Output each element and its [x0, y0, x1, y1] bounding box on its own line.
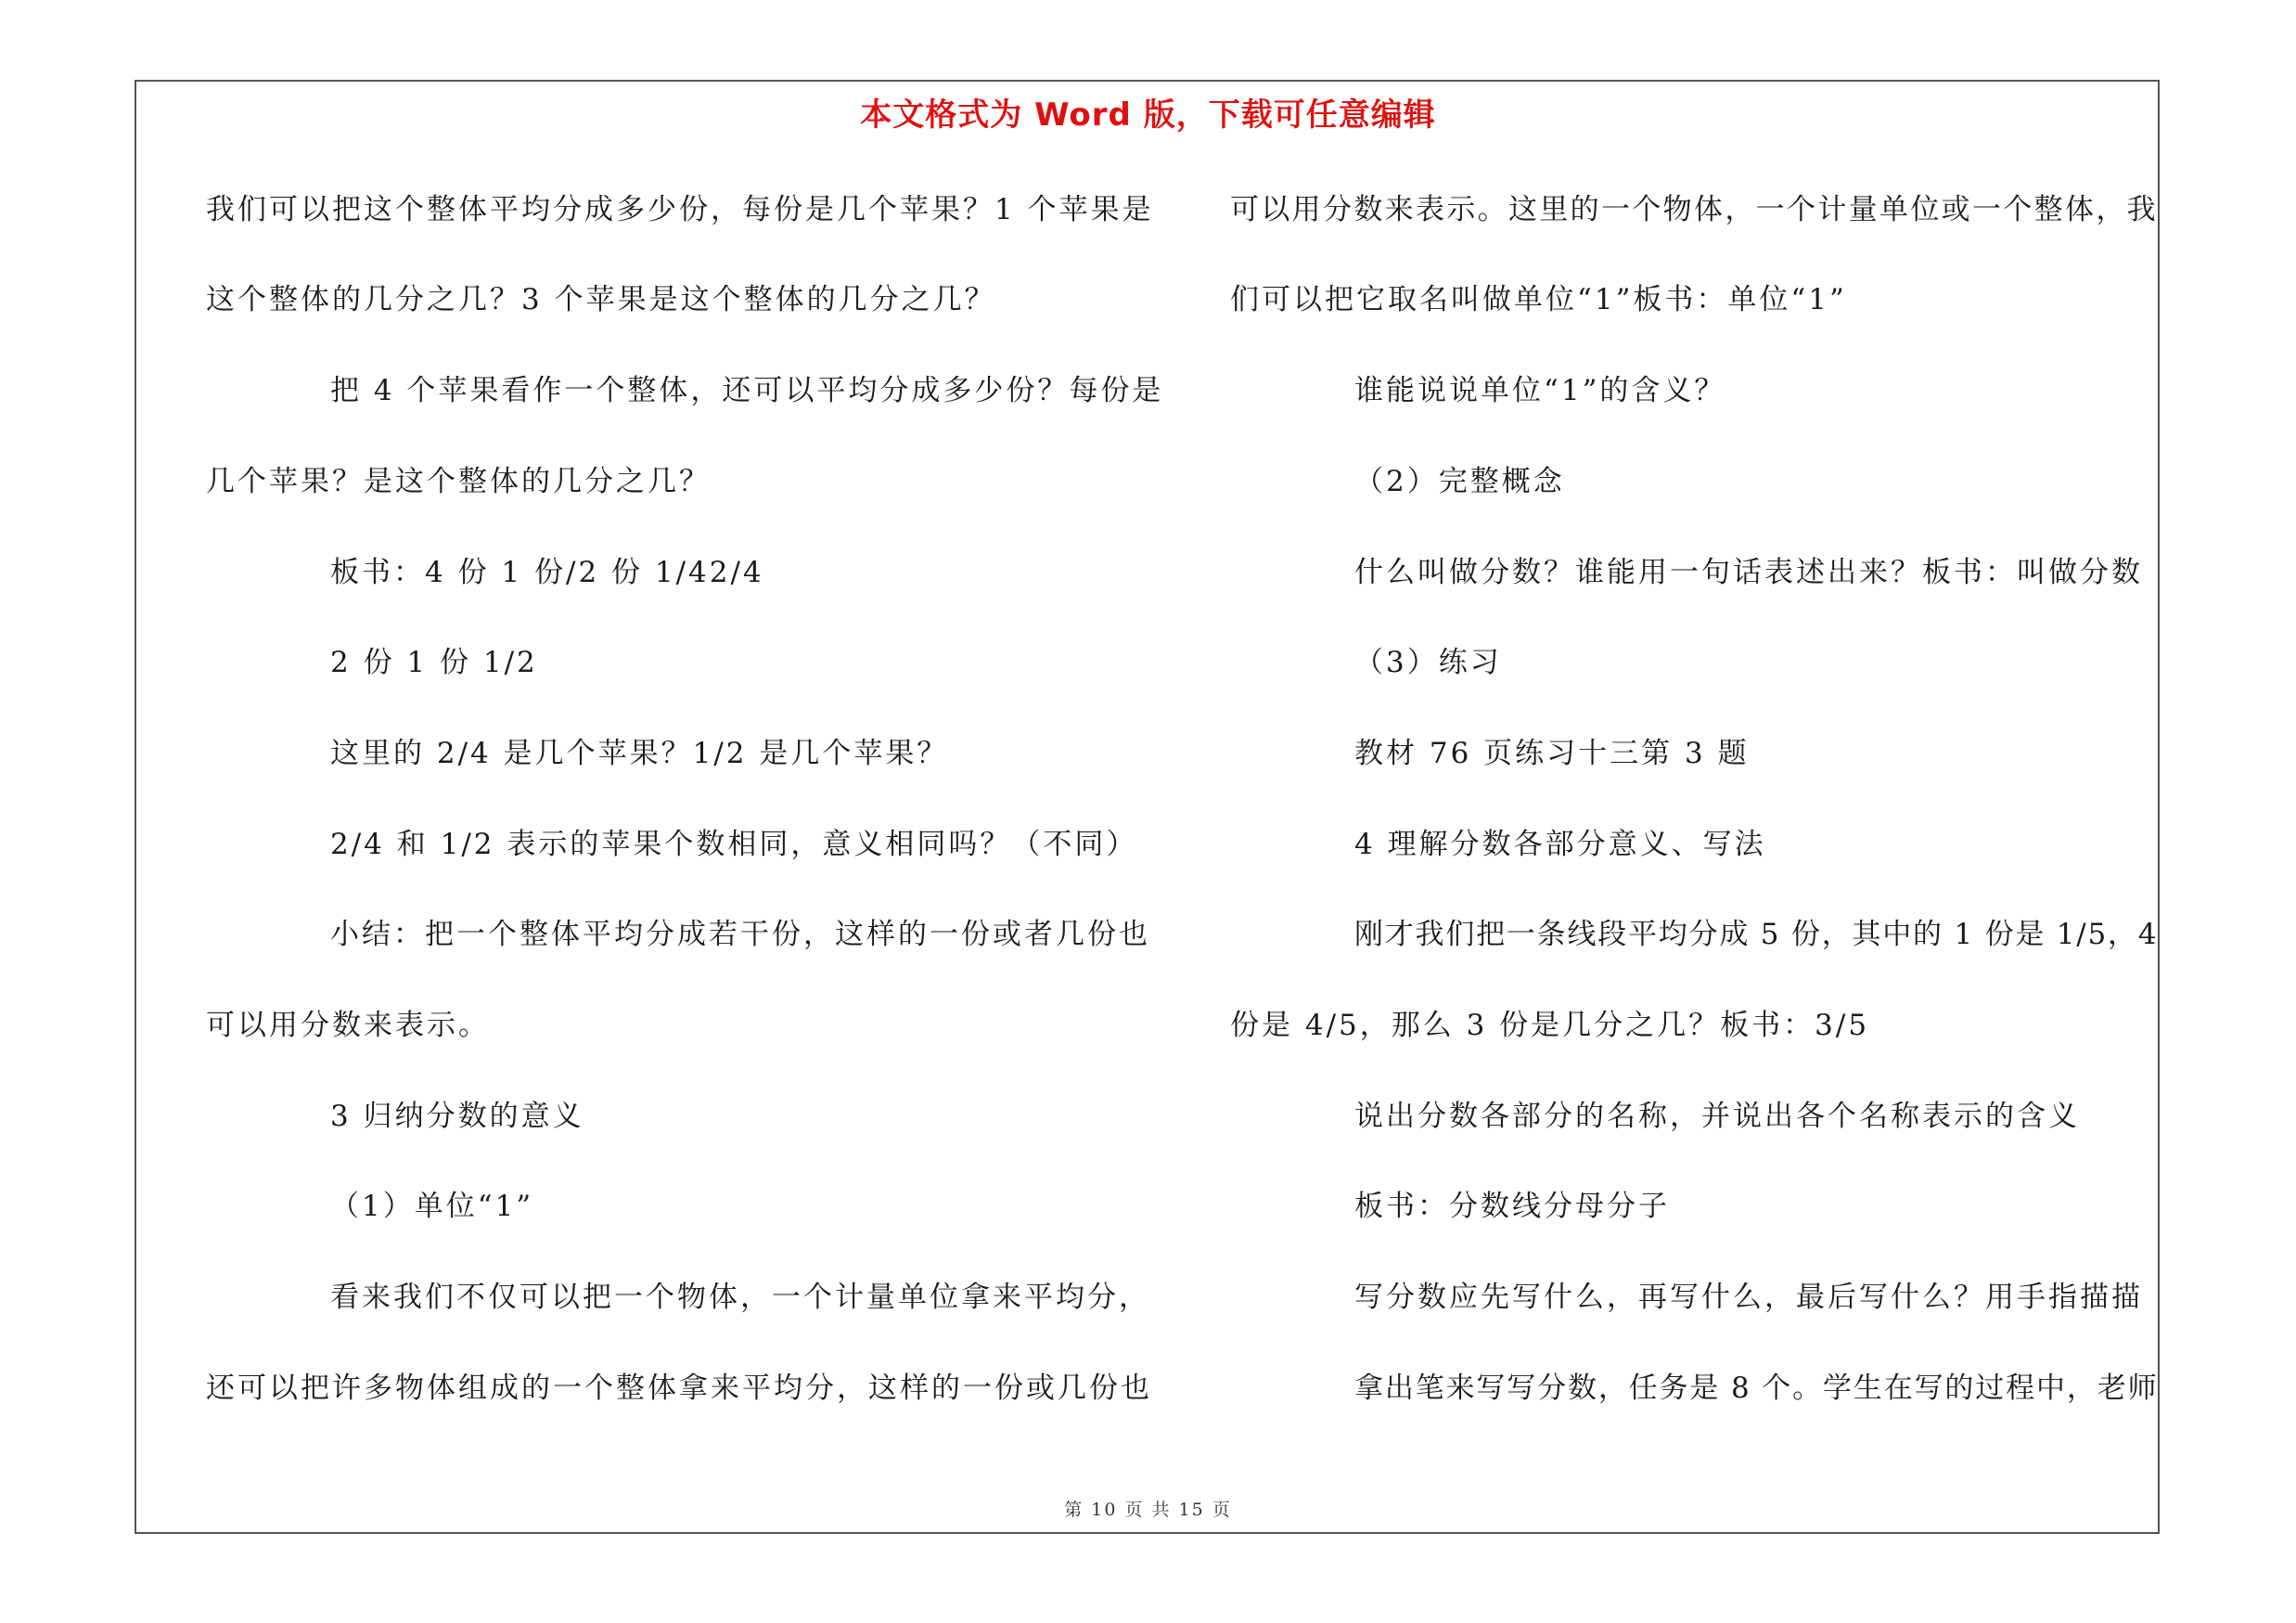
text-line: 2 份 1 份 1/2: [330, 646, 538, 679]
text-line: 看来我们不仅可以把一个物体，一个计量单位拿来平均分，: [330, 1281, 1150, 1314]
text-line: 小结：把一个整体平均分成若干份，这样的一份或者几份也: [330, 918, 1150, 951]
text-line: 教材 76 页练习十三第 3 题: [1354, 737, 1750, 770]
text-line: 份是 4/5，那么 3 份是几分之几？板书：3/5: [1230, 1009, 1870, 1042]
text-line: 可以用分数来表示。: [206, 1009, 490, 1042]
text-line: 板书：分数线分母分子: [1354, 1190, 1670, 1223]
text-line: 板书：4 份 1 份/2 份 1/42/4: [330, 556, 764, 589]
section-heading: 3 归纳分数的意义: [330, 1100, 584, 1133]
text-line: 拿出笔来写写分数，任务是 8 个。学生在写的过程中，老师: [1354, 1372, 2159, 1405]
text-line: 说出分数各部分的名称，并说出各个名称表示的含义: [1354, 1100, 2080, 1133]
page-number-footer: 第 10 页 共 15 页: [1064, 1500, 1232, 1520]
subsection-heading: （1）单位“1”: [330, 1190, 534, 1223]
subsection-heading: （2）完整概念: [1354, 465, 1565, 498]
text-line: 写分数应先写什么，再写什么，最后写什么？用手指描描: [1354, 1281, 2143, 1314]
text-line: 还可以把许多物体组成的一个整体拿来平均分，这样的一份或几份也: [206, 1372, 1152, 1405]
text-line: 什么叫做分数？谁能用一句话表述出来？板书：叫做分数: [1354, 556, 2143, 589]
section-heading: 4 理解分数各部分意义、写法: [1354, 828, 1766, 861]
text-line: 们可以把它取名叫做单位“1”板书：单位“1”: [1230, 283, 1847, 316]
text-line: 我们可以把这个整体平均分成多少份，每份是几个苹果？1 个苹果是: [206, 193, 1154, 226]
subsection-heading: （3）练习: [1354, 646, 1502, 679]
text-line: 可以用分数来表示。这里的一个物体，一个计量单位或一个整体，我: [1230, 193, 2158, 226]
text-line: 谁能说说单位“1”的含义？: [1354, 374, 1726, 407]
text-line: 这里的 2/4 是几个苹果？1/2 是几个苹果？: [330, 737, 949, 770]
text-line: 几个苹果？是这个整体的几分之几？: [206, 465, 711, 498]
text-line: 刚才我们把一条线段平均分成 5 份，其中的 1 份是 1/5，4: [1354, 918, 2159, 951]
text-line: 2/4 和 1/2 表示的苹果个数相同，意义相同吗？（不同）: [330, 828, 1138, 861]
text-line: 这个整体的几分之几？3 个苹果是这个整体的几分之几？: [206, 283, 996, 316]
format-banner: 本文格式为 Word 版，下载可任意编辑: [860, 97, 1436, 134]
text-line: 把 4 个苹果看作一个整体，还可以平均分成多少份？每份是: [330, 374, 1164, 407]
